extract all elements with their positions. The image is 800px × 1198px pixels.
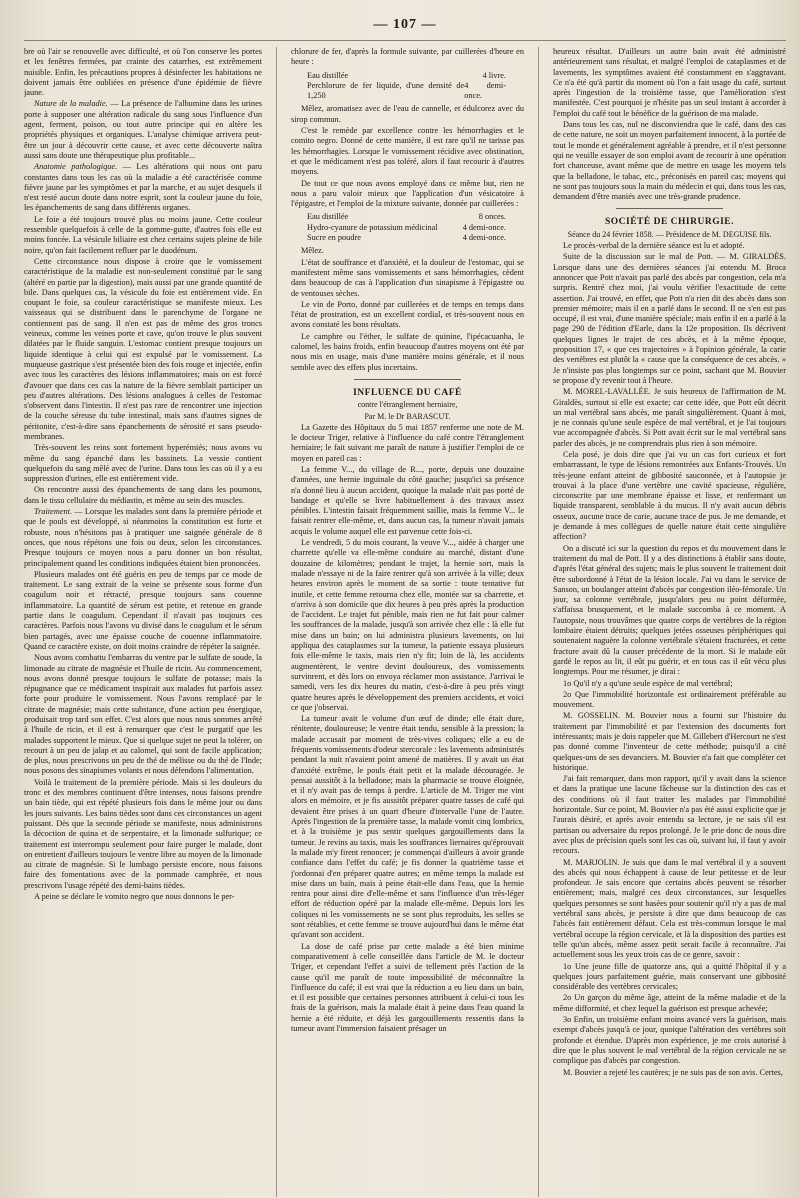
section-rule xyxy=(616,208,723,209)
paragraph: De tout ce que nous avons employé dans ce même but, rien ne nous a paru valoir mieux que l'application d'un vésicatoire à l'épigastre, et l'emploi de la mixture suivante, donnée par cuillerées : xyxy=(291,178,524,209)
paragraph: Le foie a été toujours trouvé plus ou moins jaune. Cette couleur ressemble quelquefois à celle de la gomme-gutte, d'autres fois elle est moins foncée. La vésicule biliaire est chez certains sujets pleine de bile noire, qu'on fait facilement refluer par le duodénum. xyxy=(24,214,262,255)
paragraph: M. MARJOLIN. Je suis que dans le mal vertébral il y a souvent des abcès qui nous échappent à cause de leur petitesse et de leur profondeur. Je sais encore que certains abcès peuvent se résorber entièrement; mais, malgré ces deux circonstances, sur lesquelles quelques personnes se sont basées pour soutenir qu'il n'y a pas de mal vertébral sans abcès, je persiste à dire que dans beaucoup de cas l'abcès fait entièrement défaut. Cela est très-commun lorsque le mal vertébral occupe la région cervicale, et là la disposition des parties est telle qu'un abcès, même assez petit serait facile à reconnaître. J'ai actuellement sous les yeux trois cas de ce genre, savoir : xyxy=(553,857,786,960)
article-author: Par M. le Dr BARASCUT. xyxy=(364,411,451,421)
paragraph: Le procès-verbal de la dernière séance est lu et adopté. xyxy=(563,241,745,251)
formula-2 xyxy=(307,212,524,243)
paragraph: Mêlez. xyxy=(301,246,324,256)
list-item: 1o Une jeune fille de quatorze ans, qui a quitté l'hôpital il y a quelques jours parfaitement guérie, mais conservant une gibbosité considérable des vertèbres cervicales; xyxy=(553,961,786,992)
formula-line xyxy=(307,233,524,243)
paragraph: La tumeur avait le volume d'un œuf de dinde; elle était dure, rénitente, douloureuse; le ventre était tendu, sensible à la pression; la malade accusait par moment de très-vives coliques; elle a eu de fréquents vomissements d'odeur stercorale : les lavements administrés pendant la nuit n'avaient point amené de matières. Il y avait un état d'anxiété extrême, le pouls était petit et la malade découragée. Je pensai aussitôt à la belladone; mais la pharmacie se trouve éloignée, et il n'y avait pas de temps à perdre. L'article de M. Triger me vint alors en mémoire, et je fis aussitôt préparer quatre tasses de café qui devaient être prises à un quart d'heure d'intervalle l'une de l'autre. Après l'ingestion de la première tasse, la malade vomit cinq lombrics, et à la troisième je pus sentir quelques gargouillements dans la tumeur. Je revins au taxis, mais les souffrances liernaires qu'éprouvait la malade m'y firent renoncer; je commençai d'ailleurs à avoir grande confiance dans l'effet du café; je fis donner la quatrième tasse et j'ordonnai d'en préparer quatre autres; en même temps la malade est mise dans un bain, mais à peine était-elle dans l'eau, que la hernie rentra pour ainsi dire d'elle-même et sans l'influence d'un très-léger effort de réduction opéré par la malade elle-même. Depuis lors les coliques ni les vomissements ne se sont plus reproduits, les selles se sont rétablies, et cette femme se trouve aujourd'hui dans le même état qu'avant son accident. xyxy=(291,714,524,940)
quantity: 4 livre. xyxy=(482,70,506,80)
quantity: 4 demi-once. xyxy=(462,222,506,232)
page-number: — 107 — xyxy=(373,17,437,32)
column-2 xyxy=(291,47,524,1197)
ingredient: Perchlorure de fer liquide, d'une densité de 1,250 xyxy=(307,80,465,101)
paragraph-text: — Les altérations qui nous ont paru constantes dans tous les cas où la maladie a été caractérisée comme fièvre jaune par les symptômes et par la marche, et au sujet desquels il n'est resté aucun doute dans notre esprit, sont la couleur jaune du foie, les épanchements de sang dans différents organes. xyxy=(24,162,262,213)
formula-1 xyxy=(307,71,524,102)
paragraph: Cette circonstance nous dispose à croire que le vomissement caractéristique de la maladie est non-seulement constitué par le sang (altéré en partie par la digestion), mais aussi par une grande quantité de bile. Dans quelques cas, la vésicule du foie est entièrement vide. En coupant le foie, sa couleur caractéristique se manifeste mieux. Les vaisseaux qui se distribuent dans le parenchyme de l'organe ne contiennent pas de sang. Il n'en est pas de même des gros troncs veineux, comme les veines porte et cave, qu'on trouve le plus souvent dilatées par le fluide sanguin. L'estomac contient presque toujours un liquide identique à celui qui est expulsé par le vomissement. La muqueuse gastrique s'est présentée bien des fois rouge et injectée, enfin avec tous les caractères des lésions inflammatoires; mais on est forcé d'avouer que dans ces cas la nature de la fièvre semblait participer un peu d'autres altérations. Des lésions analogues à celles de l'estomac s'observent dans l'intestin. Il n'est pas rare de rencontrer une injection de la couche séreuse du tube intestinal, mais sans d'autres signes de péritonite, c'est-à-dire sans épanchements de sérosité et sans pseudo-membranes. xyxy=(24,256,262,441)
section-heading: Traitement. xyxy=(34,507,73,517)
paragraph: heureux résultat. D'ailleurs un autre bain avait été administré antérieurement sans résultat, et malgré l'emploi de cataplasmes et de lavements, les symptômes avaient été constamment en s'aggravant. Ce n'a été qu'à partir du moment où l'on a fait usage du café, surtout après l'ingestion de la troisième tasse, que l'amélioration s'est manifestée. C'est pourquoi je n'hésite pas un seul instant à accorder à l'emploi du café tout le bénéfice de la guérison de ma malade. xyxy=(553,47,786,118)
list-item: 1o Qu'il n'y a qu'une seule espèce de mal vertébral; xyxy=(563,678,733,688)
list-item: 2o Que l'immobilité horizontale est ordinairement préférable au mouvement. xyxy=(553,689,786,710)
column-3 xyxy=(553,47,786,1197)
section-title: SOCIÉTÉ DE CHIRURGIE. xyxy=(604,217,734,228)
paragraph: A peine se déclare le vomito negro que nous donnons le per- xyxy=(34,892,235,902)
article-title: INFLUENCE DU CAFÉ xyxy=(353,387,462,398)
ingredient: Sucre en poudre xyxy=(307,233,361,243)
paragraph: La Gazette des Hôpitaux du 5 mai 1857 renferme une note de M. le docteur Triger, relative à l'influence du café contre l'étranglement herniaire; le fait suivant me paraît de nature à justifier l'emploi de ce moyen en pareil cas : xyxy=(291,422,524,463)
paragraph: chlorure de fer, d'après la formule suivante, par cuillerées d'heure en heure : xyxy=(291,47,524,67)
paragraph xyxy=(24,507,262,569)
paragraph: Le vin de Porto, donné par cuillerées et de temps en temps dans l'état de prostration, est un excellent cordial, et très-souvent nous en avons constaté les bons résultats. xyxy=(291,299,524,330)
ingredient: Hydro-cyanure de potassium médicinal xyxy=(307,222,438,232)
paragraph: Très-souvent les reins sont fortement hyperémiés; nous avons vu même du sang épanché dans les bassinets. La vessie contient quelquefois du sang mêlé avec de l'urine. Dans tous les cas où il y a eu suppression d'urines, elle est entièrement vide. xyxy=(24,443,262,484)
paragraph: On rencontre aussi des épanchements de sang dans les poumons, dans le tissu cellulaire du médiastin, et même au sein des muscles. xyxy=(24,485,262,505)
paragraph: C'est le remède par excellence contre les hémorrhagies et le comito negro. Donné de cette manière, il est rare qu'il ne tarisse pas les hémorrhagies. Lorsque le vomissement récidive avec obstination, et que le médicament n'est pas toléré, alors il faut recourir à d'autres moyens. xyxy=(291,126,524,177)
ingredient: Eau distillée xyxy=(307,212,349,222)
paragraph: La dose de café prise par cette malade a été bien minime comparativement à celle conseillée dans l'article de M. le docteur Triger, et cependant l'effet a suivi de tellement près l'action de la cause qu'il me paraît de toute impossibilité de méconnaître la l'influence du café; il est vrai que la réduction a eu lieu dans un bain, et il est possible que certaines personnes attribuent à celui-ci tous les frais de la guérison, mais la malade était à peine dans l'eau quand la hernie a été réduite, et déjà les gargouillements ressentis dans la tumeur avant l'immersion faisaient présager un xyxy=(291,941,524,1034)
paragraph: Dans tous les cas, nul ne disconviendra que le café, dans des cas de cette nature, ne soit un moyen parfaitement innocent, à la portée de tout le monde et généralement agréable à prendre, et il n'est personne qui ne veuille essayer de son emploi avant de recourir à une opération fort chanceuse, avant même que de mettre en usage les moyens tels que la belladone, le tabac, etc., préconisés en pareil cas; moyens qui ne sont pas toujours sous la main du médecin et qui, dans tous les cas, demandent d'être maniés avec une très-grande prudence. xyxy=(553,120,786,202)
paragraph: Plusieurs malades ont été guéris en peu de temps par ce mode de traitement. Le sang extrait de la veine se présente sous forme d'un coagulum noir et rétracté, presque toujours sans couenne inflammatoire. La quantité de sérum est petite, et retenue en grande partie dans le coagulum. Cependant il n'avait pas toujours ces caractères. Parfois nous l'avons vu divisé dans le coagulum et le sérum bien partagés, avec une épaisse couche de couenne inflammatoire. Quand ce caractère existe, on doit moins craindre de répéter la saignée. xyxy=(24,569,262,651)
paragraph: Mêlez, aromatisez avec de l'eau de cannelle, et édulcorez avec du sirop commun. xyxy=(291,104,524,124)
quantity: 4 demi-once. xyxy=(462,233,506,243)
article-subtitle: contre l'étranglement herniaire, xyxy=(357,400,458,410)
column-divider xyxy=(538,47,539,1197)
paragraph: L'état de souffrance et d'anxiété, et la douleur de l'estomac, qui se manifestent même sans vomissements et sans hémorrhagies, cèdent dans beaucoup de cas à l'application d'un sinapisme à l'épigastre ou de ventouses sèches. xyxy=(291,257,524,298)
paragraph: J'ai fait remarquer, dans mon rapport, qu'il y avait dans la science et dans la pratique une lacune fâcheuse sur la distinction des cas et des conditions où il faut traiter les malades par l'immobilité horizontale. Sur ce point, M. Bouvier n'a pas été aussi explicite que je l'aurais désiré, et après avoir entendu sa lecture, je ne sais s'il est partisan ou adversaire du repos prolongé. Je le prie donc de nous dire avec plus de précision quels sont les cas où, suivant lui, il faut y avoir recours. xyxy=(553,774,786,856)
seance-line: Séance du 24 février 1858. — Présidence de M. DEGUISE fils. xyxy=(567,229,772,239)
text-columns xyxy=(24,47,786,1197)
formula-line xyxy=(307,71,524,81)
list-item: 3o Enfin, un troisième enfant moins avancé vers la guérison, mais exempt d'abcès jusqu'à ce jour, quoique l'altération des vertèbres soit profonde et étendue. D'après mon expérience, je me crois autorisé à dire que le plus souvent le mal vertébral de la région cervicale ne se complique pas d'abcès par congestion. xyxy=(553,1015,786,1066)
paragraph: M. MOREL-LAVALLÉE. Je suis heureux de l'affirmation de M. Giraldès, surtout si elle est exacte; car cette idée, que Pott eût décrit un mal vertébral sans abcès, me paraît singulièrement. Quant à moi, je ne connais qu'une seule espèce de mal vertébral, et je l'ai toujours vue accompagnée d'abcès. Si Pott avait écrit sur le mal vertébral sans parler des abcès, je ne comprendrais plus rien à son mémoire. xyxy=(553,387,786,448)
paragraph: Nous avons combattu l'embarras du ventre par le sulfate de soude, la limonade au citrate de magnésie et l'huile de ricin. Au commencement, nous avons donné presque toujours le sulfate de potasse; mais la répugnance que ce médicament inspirait aux malades fut parfois assez forte pour produire le vomissement. Nous l'avons remplacé par le citrate de magnésie; mais cette substance, d'une action peu énergique, produisait trop tard son effet. C'est alors que nous nous sommes arrêté à l'huile de ricin, et il est à remarquer que c'est le purgatif que les malades supportent le mieux. Que si quelque sujet ne peut la tolérer, on recourt à un peu de jalap et au calomel, qui sont de facile application; de plus, nous prescrivons un peu de thé de mélisse ou du thé de l'Inde; nous posons des sinapismes volants et nous défendons l'alimentation. xyxy=(24,653,262,776)
paragraph: Le camphre ou l'éther, le sulfate de quinine, l'ipécacuanha, le calomel, les bains froids, enfin beaucoup d'autres moyens ont été par nous mis en usage, mais d'une manière moins générale, et il nous semble avec des effets plus incertains. xyxy=(291,331,524,372)
paragraph: Le vendredi, 5 du mois courant, la veuve V..., aidée à charger une charrette qu'elle va elle-même conduire au marché, distant d'une douzaine de kilomètres; pendant le trajet, la hernie sort, mais la malade n'essaye ni de la faire rentrer qu'à son arrivée à la ville; deux heures environ après le moment de sa sortie : toute tentative fut inutile, et cette femme retourna chez elle, montée sur sa charrette, et n'arriva à son domicile que dix heures à peu près après la production de l'accident. Le trajet fut pénible, mais rien ne fut fait pour calmer les souffrances de la malade, jusqu'à son arrivée chez elle : là elle fut mise dans un bain; on lui administra plusieurs lavements, on lui appliqua des cataplasmes sur la tumeur, la patiente essaya plusieurs fois elle-même le taxis, mais rien n'y fit; loin de là, les accidents augmentèrent, le ventre devint douloureux, des vomissements survinrent, et dès lors on envoya réclamer mon assistance. J'arrivai le samedi, vers les dix heures du matin, c'est-à-dire à peu près vingt quatre heures après le développement des premiers accidents, et voici ce que j'observai. xyxy=(291,538,524,712)
paragraph: La femme V..., du village de R..., porte, depuis une douzaine d'années, une hernie inguinale du côté gauche; jusqu'ici sa présence n'a donné lieu à aucun accident, quoique la malade n'ait pas porté de bandage et qu'elle se livre habituellement à des travaux assez pénibles. L'intestin faisait fréquemment saillie, mais la femme V... le faisait rentrer elle-même, et, dans aucun cas, la tumeur n'avait jamais acquis le volume auquel elle est parvenue cette fois-ci. xyxy=(291,464,524,536)
formula-line xyxy=(307,81,524,102)
column-1 xyxy=(24,47,262,1197)
paragraph: On a discuté ici sur la question du repos et du mouvement dans le traitement du mal de Pott. Il y a des distinctions à établir sans doute, d'après l'état général des sujets; mais le plus souvent le traitement doit être subordonné à l'état de la lésion locale. J'ai vu dans le service de Sanson, un boulanger atteint d'abcès par congestion iléo-fémorale. Un jour, sa colonne vertébrale, jusqu'alors peu ou point déformée, s'affaissa brusquement, et le malade succomba à ce moment. A l'autopsie, nous trouvâmes que quatre corps de vertèbres de la région lombaire étaient détruits; quelques jetées osseuses périphériques qui soutenaient naguère la colonne vertébrale s'étaient fracturées, et cette fracture avait dû la causer précédente de la mort. Si le malade eût gardé le repos au lit, il eût pu guérir, et en tous cas il eût vécu plus longtemps. Pour me résumer, je dirai : xyxy=(553,543,786,677)
section-heading: Nature de la maladie. xyxy=(34,99,108,109)
paragraph: M. Bouvier a rejeté les cautères; je ne suis pas de son avis. Certes, xyxy=(563,1067,783,1077)
section-rule xyxy=(354,379,461,380)
paragraph-text: — Lorsque les malades sont dans la première période et que le pouls est développé, si néanmoins la constitution est forte et robuste, nous n'hésitons pas à pratiquer une saignée générale de 8 onces, que nous répétons une fois ou deux, selon les circonstances. Presque toujours ce moyen nous a paru donner un bon résultat, principalement quand les conditions indiquées étaient bien prononcées. xyxy=(24,507,262,568)
paragraph: bre où l'air se renouvelle avec difficulté, et où l'on conserve les portes et les fenêtres fermées, par crainte des catarrhes, est extrêmement nuisible. Enfin, les précautions propres à désinfecter les habitations ne doivent jamais être oubliées en présence d'une épidémie de fièvre jaune. xyxy=(24,47,262,98)
section-heading: Anatomie pathologique. xyxy=(34,162,118,172)
formula-line xyxy=(307,223,524,233)
paragraph: Cela posé, je dois dire que j'ai vu un cas fort curieux et fort embarrassant, le type de lésions remontrées aux Enfants-Trouvés. Un très-jeune enfant atteint de gibbosité sauconnée, et à l'autopsie je trouvai à la place d'une vertèbre une cavité spacieuse, régulière, circonscrite par une membrane épaisse et lisse, et renfermant un liquide transparent, semblable à du mucus. Il n'y avait aucun débris osseux, aucune trace de carie, aucune trace de pus. Je me demande, et je demande à mes collègues de quelle nature était cette singulière affection? xyxy=(553,449,786,542)
formula-line xyxy=(307,212,524,222)
quantity: 4 demi-once. xyxy=(464,80,506,101)
paragraph: Suite de la discussion sur le mal de Pott. — M. GIRALDÈS. Lorsque dans une des dernières séances j'ai entendu M. Broca annoncer que Pott n'avait pas parlé des abcès par congestion, cela m'a surpris. Rentré chez moi, j'ai voulu vérifier l'exactitude de cette assertion. J'ai trouvé, en effet, que Pott n'a rien dit des abcès dans son premier mémoire; mais il en a parlé dans le second. Il ne s'en est pas occupé, il est vrai, d'une manière spéciale; mais enfin il en a parlé à la page 290 de l'édition d'Earle, dans la 12e proposition. Ils décrivent quelques lignes le trajet de ces abcès, et à la même époque, proposition 17, « que ces trajectoires » à l'opinion générale, la carie des vertèbres est plutôt la « cause que la conséquence de ces abcès. » Je n'insiste pas plus longtemps sur ce point, sachant que M. Bouvier se propose d'y revenir tout à l'heure. xyxy=(553,252,786,385)
paragraph: M. GOSSELIN. M. Bouvier nous a fourni sur l'histoire du traitement par l'immobilité et par l'extension des documents fort intéressants; mais je dois rappeler que M. Gillebert d'Hercourt ne s'est pas donné comme l'inventeur de cette méthode; puisqu'il a cité quelques-uns de ses devanciers. M. Bouvier n'a fait que compléter cet historique. xyxy=(553,711,786,772)
paragraph-text: — La présence de l'albumine dans les urines porte à supposer une altération radicale du sang sous l'influence d'un agent, ferment, poison, ou tout autre principe qui en altère les propriétés physiques et organiques. L'analyse chimique arrivera peut-être un jour à découvrir cette cause, et avec cette découverte naîtra aussi sans doute une thérapeutique plus profitable... xyxy=(24,99,262,160)
paragraph xyxy=(24,99,262,161)
quantity: 8 onces. xyxy=(478,212,506,222)
page-header xyxy=(24,10,786,41)
ingredient: Eau distillée xyxy=(307,70,349,80)
list-item: 2o Un garçon du même âge, atteint de la même maladie et de la même difformité, et chez lequel la guérison est presque achevée; xyxy=(553,993,786,1013)
paragraph xyxy=(24,162,262,213)
paragraph: Voilà le traitement de la première période. Mais si les douleurs du tronc et des membres continuent d'être intenses, nous faisons prendre un bain tiède, qui est répété plusieurs fois dans le même jour ou dans les jours suivants. Les bains tièdes sont dans ces circonstances un agent puissant. Dès que la seconde période se manifeste, nous administrons la décoction de quina et de serpentaire, et la limonade sulfurique; ce traitement est interrompu seulement pour faire purger le malade, dont on entretient d'ailleurs toujours le ventre libre au moyen de la limonade au citrate de magnésie. Si le lumbago persiste encore, nous faisons faire des fomentations avec de la pommade camphrée, et nous prescrivons l'usage répété des demi-bains tièdes. xyxy=(24,777,262,890)
column-divider xyxy=(276,47,277,1197)
